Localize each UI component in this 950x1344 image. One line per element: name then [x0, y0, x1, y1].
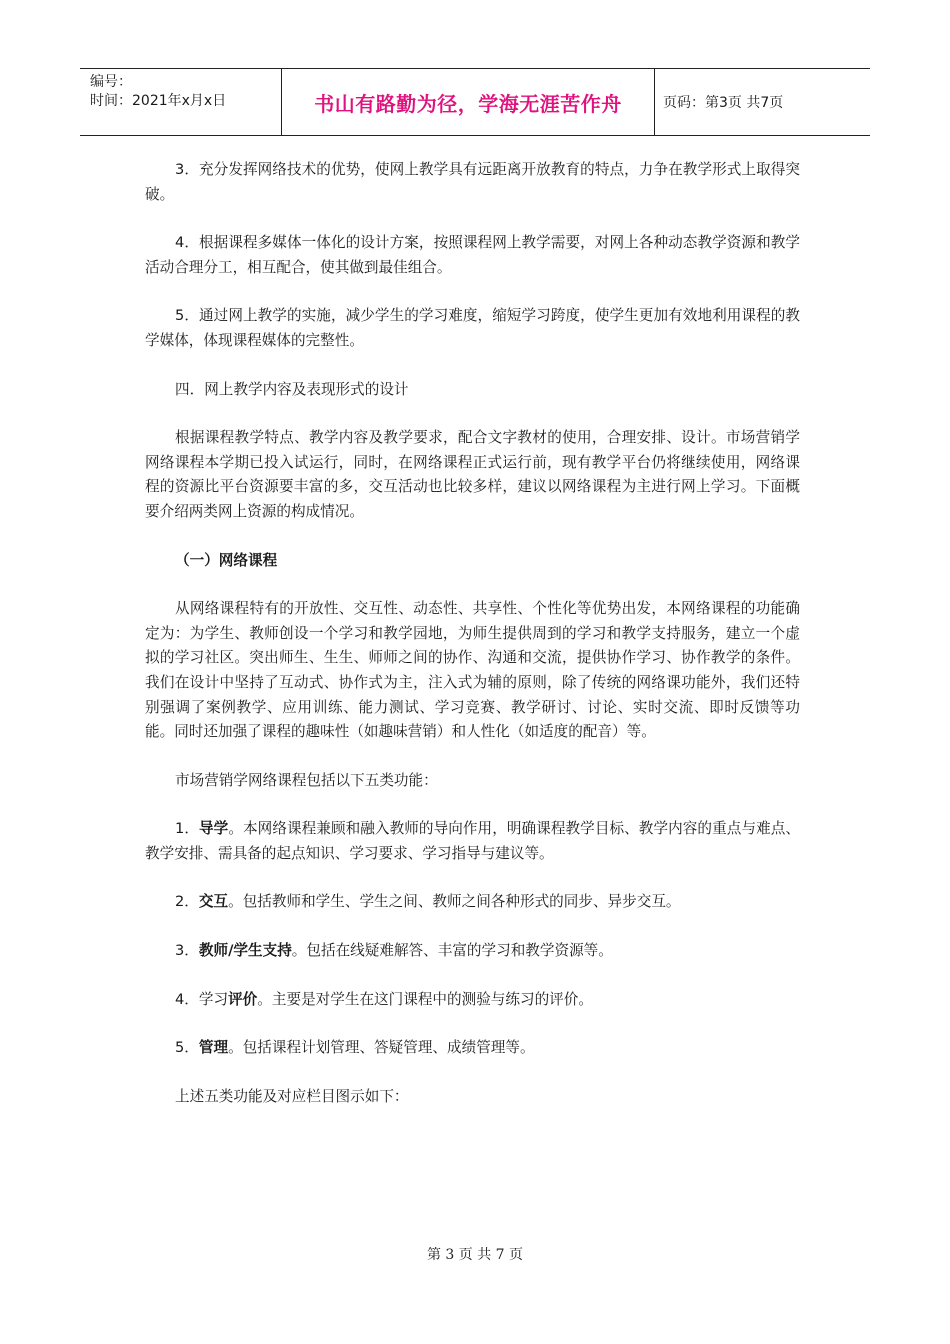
motto-text: 书山有路勤为径，学海无涯苦作舟: [314, 91, 622, 116]
header-page-info: [655, 69, 870, 135]
item-keyword: 教师/学生支持: [198, 942, 292, 960]
function-item: [145, 890, 800, 915]
page-header: [80, 68, 870, 136]
item-keyword: 评价: [228, 990, 258, 1008]
item-text: 。本网络课程兼顾和融入教师的导向作用，明确课程教学目标、教学内容的重点与难点、教学安排、需具备的起点知识、学习要求、学习指导与建议等。: [145, 820, 800, 862]
function-item: [145, 817, 800, 866]
item-keyword: 导学: [199, 820, 229, 838]
footer-page-number: 第 3 页 共 7 页: [426, 1247, 524, 1263]
function-item: [145, 939, 800, 964]
function-item: [145, 988, 800, 1013]
subsection-heading: （一）网络课程: [175, 551, 278, 569]
item-text: 。主要是对学生在这门课程中的测验与练习的评价。: [257, 990, 593, 1008]
item-text: 。包括课程计划管理、答疑管理、成绩管理等。: [228, 1039, 535, 1057]
function-item: [145, 1036, 800, 1061]
item-number: 2．: [175, 893, 199, 911]
list-item: 3．充分发挥网络技术的优势，使网上教学具有远距离开放教育的特点，力争在教学形式上取得突破。: [145, 161, 800, 203]
item-number: 3．: [175, 942, 199, 960]
list-item: 4．根据课程多媒体一体化的设计方案，按照课程网上教学需要，对网上各种动态教学资源和教学活动合理分工，相互配合，使其做到最佳组合。: [145, 234, 800, 276]
item-text: 。包括在线疑难解答、丰富的学习和教学资源等。: [291, 942, 613, 960]
page-footer: [0, 1244, 950, 1264]
list-item: 5．通过网上教学的实施，减少学生的学习难度，缩短学习跨度，使学生更加有效地利用课程的教学媒体，体现课程媒体的完整性。: [145, 307, 800, 349]
section-heading: 四．网上教学内容及表现形式的设计: [175, 380, 409, 398]
paragraph: 从网络课程特有的开放性、交互性、动态性、共享性、个性化等优势出发，本网络课程的功能确定为：为学生、教师创设一个学习和教学园地，为师生提供周到的学习和教学支持服务，建立一个虚拟的学习社区。突出师生、生生、师师之间的协作、沟通和交流，提供协作学习、协作教学的条件。我们在设计中坚持了互动式、协作式为主，注入式为辅的原则，除了传统的网络课功能外，我们还特别强调了案例教学、应用训练、能力测试、学习竞赛、教学研讨、讨论、实时交流、即时反馈等功能。同时还加强了课程的趣味性（如趣味营销）和人性化（如适度的配音）等。: [145, 600, 800, 741]
item-text: 。包括教师和学生、学生之间、教师之间各种形式的同步、异步交互。: [228, 893, 681, 911]
paragraph: 根据课程教学特点、教学内容及教学要求，配合文字教材的使用，合理安排、设计。市场营销学网络课程本学期已投入试运行，同时，在网络课程正式运行前，现有教学平台仍将继续使用，网络课程的资源比平台资源要丰富的多，交互活动也比较多样，建议以网络课程为主进行网上学习。下面概要介绍两类网上资源的构成情况。: [145, 429, 800, 520]
header-motto-cell: [282, 69, 655, 135]
header-meta: [80, 69, 282, 135]
paragraph: 上述五类功能及对应栏目图示如下：: [175, 1087, 409, 1105]
item-number: 4．学习: [175, 990, 229, 1008]
date-label: 时间：2021年x月x日: [90, 93, 227, 109]
document-body: [145, 158, 800, 1109]
item-number: 5．: [175, 1039, 199, 1057]
page-info-text: 页码：第3页 共7页: [663, 95, 784, 111]
item-keyword: 交互: [198, 893, 229, 911]
code-label: 编号：: [90, 74, 132, 90]
paragraph: 市场营销学网络课程包括以下五类功能：: [175, 771, 438, 789]
item-number: 1．: [175, 820, 200, 838]
item-keyword: 管理: [198, 1039, 229, 1057]
